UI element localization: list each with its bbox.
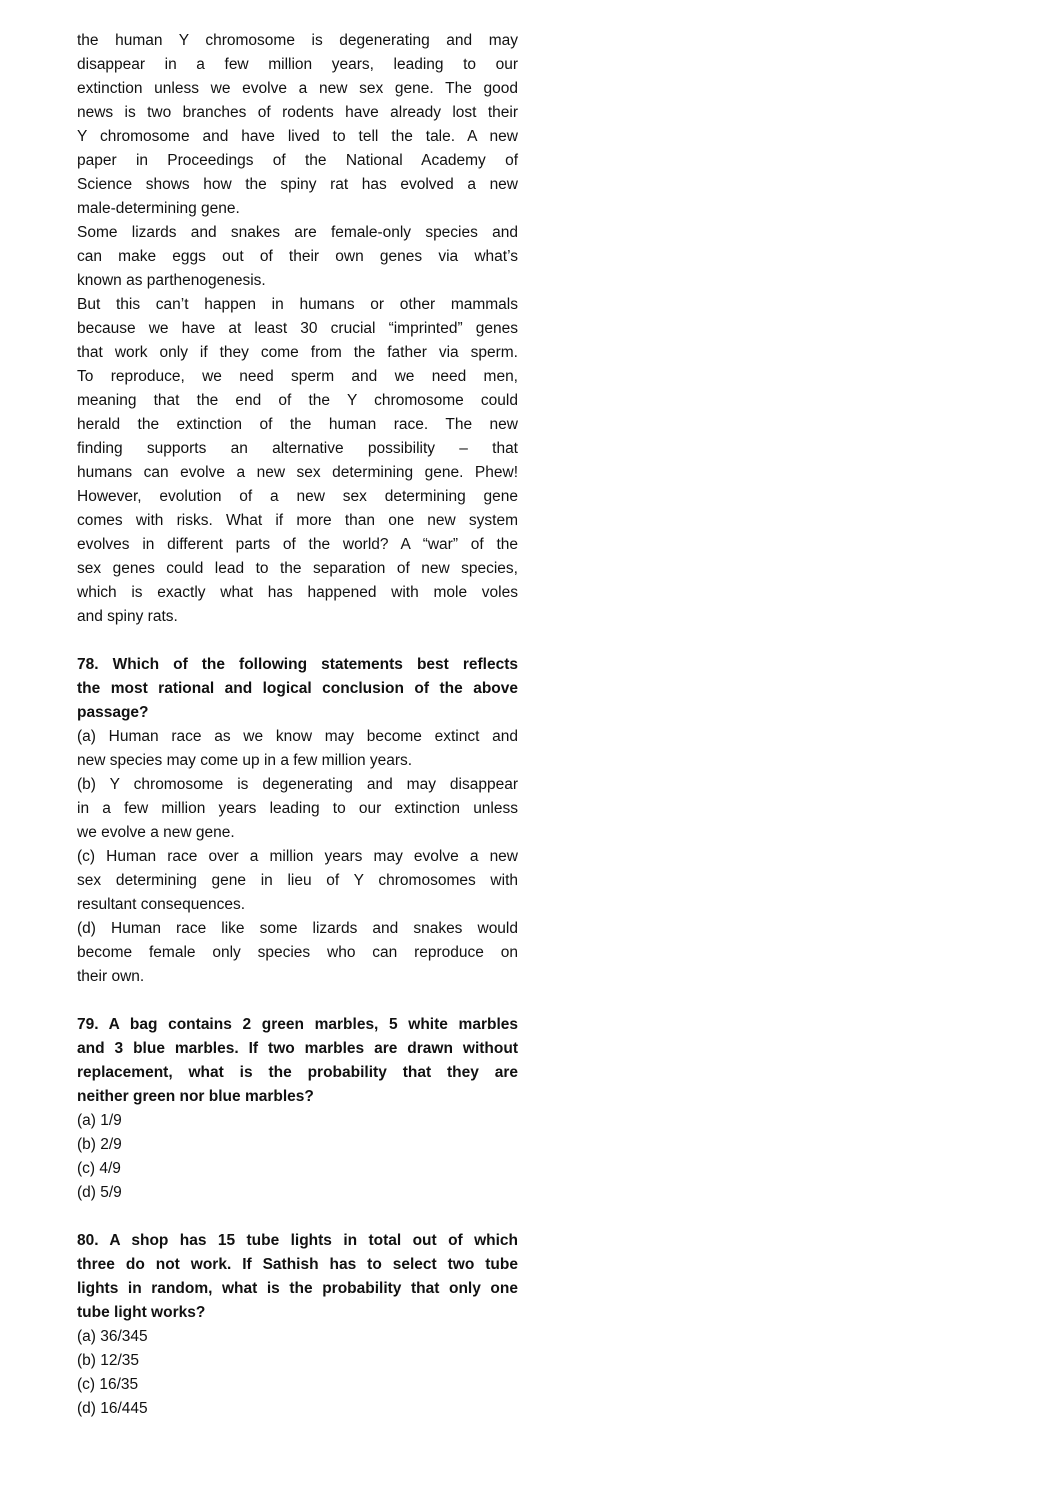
text-line: sex determining gene in lieu of Y chromosomes with	[77, 872, 518, 889]
text-line: because we have at least 30 crucial “imprinted” genes	[77, 320, 518, 337]
answer-option	[77, 917, 518, 989]
text-line: new species may come up in a few million years.	[77, 752, 413, 769]
text-line: Science shows how the spiny rat has evolved a new	[77, 176, 518, 193]
text-line: which is exactly what has happened with mole voles	[77, 584, 518, 601]
text-line: and 3 blue marbles. If two marbles are drawn without	[77, 1040, 518, 1057]
text-line: finding supports an alternative possibility – that	[77, 440, 518, 457]
answer-option	[77, 1349, 518, 1373]
text-line: sex genes could lead to the separation of new species,	[77, 560, 518, 577]
text-line: replacement, what is the probability that they are	[77, 1064, 518, 1081]
text-line: But this can’t happen in humans or other mammals	[77, 296, 518, 313]
text-line: three do not work. If Sathish has to select two tube	[77, 1256, 518, 1273]
text-line: known as parthenogenesis.	[77, 272, 266, 289]
text-line: Some lizards and snakes are female-only species and	[77, 224, 518, 241]
text-line: can make eggs out of their own genes via what’s	[77, 248, 518, 265]
text-line: 78. Which of the following statements best reflects	[77, 656, 518, 673]
answer-option	[77, 725, 518, 773]
text-line: male-determining gene.	[77, 200, 240, 217]
text-line: evolves in different parts of the world? A “war” of the	[77, 536, 518, 553]
text-line: tube light works?	[77, 1304, 206, 1321]
text-line: humans can evolve a new sex determining gene. Phew!	[77, 464, 518, 481]
text-line: (a) 1/9	[77, 1112, 122, 1129]
answer-option	[77, 1133, 518, 1157]
text-line: neither green nor blue marbles?	[77, 1088, 314, 1105]
text-line: resultant consequences.	[77, 896, 246, 913]
passage-paragraph	[77, 221, 518, 293]
answer-option	[77, 1373, 518, 1397]
text-line: To reproduce, we need sperm and we need men,	[77, 368, 518, 385]
text-line: in a few million years leading to our extinction unless	[77, 800, 518, 817]
text-line: the most rational and logical conclusion of the above	[77, 680, 518, 697]
question-text	[77, 1013, 518, 1109]
text-line: news is two branches of rodents have already lost their	[77, 104, 518, 121]
text-line: extinction unless we evolve a new sex gene. The good	[77, 80, 518, 97]
text-line: (d) Human race like some lizards and snakes would	[77, 920, 518, 937]
text-line: (b) Y chromosome is degenerating and may disappear	[77, 776, 518, 793]
text-line: 80. A shop has 15 tube lights in total out of which	[77, 1232, 518, 1249]
text-line: (b) 12/35	[77, 1352, 140, 1369]
text-line: disappear in a few million years, leading to our	[77, 56, 518, 73]
text-line: Y chromosome and have lived to tell the tale. A new	[77, 128, 518, 145]
text-line: 79. A bag contains 2 green marbles, 5 white marbles	[77, 1016, 518, 1033]
text-line: herald the extinction of the human race. The new	[77, 416, 518, 433]
text-line: comes with risks. What if more than one new system	[77, 512, 518, 529]
text-line: However, evolution of a new sex determining gene	[77, 488, 518, 505]
text-line: (a) 36/345	[77, 1328, 148, 1345]
answer-option	[77, 1157, 518, 1181]
answer-option	[77, 845, 518, 917]
text-line: meaning that the end of the Y chromosome could	[77, 392, 518, 409]
text-line: become female only species who can reproduce on	[77, 944, 518, 961]
text-line: (c) Human race over a million years may evolve a new	[77, 848, 518, 865]
document-page	[77, 29, 518, 1421]
text-line: (b) 2/9	[77, 1136, 122, 1153]
text-line: (a) Human race as we know may become extinct and	[77, 728, 518, 745]
answer-option	[77, 1325, 518, 1349]
text-line: we evolve a new gene.	[77, 824, 235, 841]
text-line: (c) 4/9	[77, 1160, 121, 1177]
text-line: and spiny rats.	[77, 608, 178, 625]
text-line: their own.	[77, 968, 145, 985]
text-line: the human Y chromosome is degenerating and may	[77, 32, 518, 49]
passage-paragraph	[77, 29, 518, 221]
passage-paragraph	[77, 293, 518, 629]
answer-option	[77, 1181, 518, 1205]
answer-option	[77, 773, 518, 845]
text-line: (c) 16/35	[77, 1376, 139, 1393]
text-line: (d) 16/445	[77, 1400, 148, 1417]
text-line: passage?	[77, 704, 149, 721]
text-line: (d) 5/9	[77, 1184, 122, 1201]
text-line: lights in random, what is the probability that only one	[77, 1280, 518, 1297]
question-text	[77, 1229, 518, 1325]
text-line: paper in Proceedings of the National Academy of	[77, 152, 518, 169]
answer-option	[77, 1109, 518, 1133]
text-line: that work only if they come from the father via sperm.	[77, 344, 518, 361]
question-text	[77, 653, 518, 725]
answer-option	[77, 1397, 518, 1421]
